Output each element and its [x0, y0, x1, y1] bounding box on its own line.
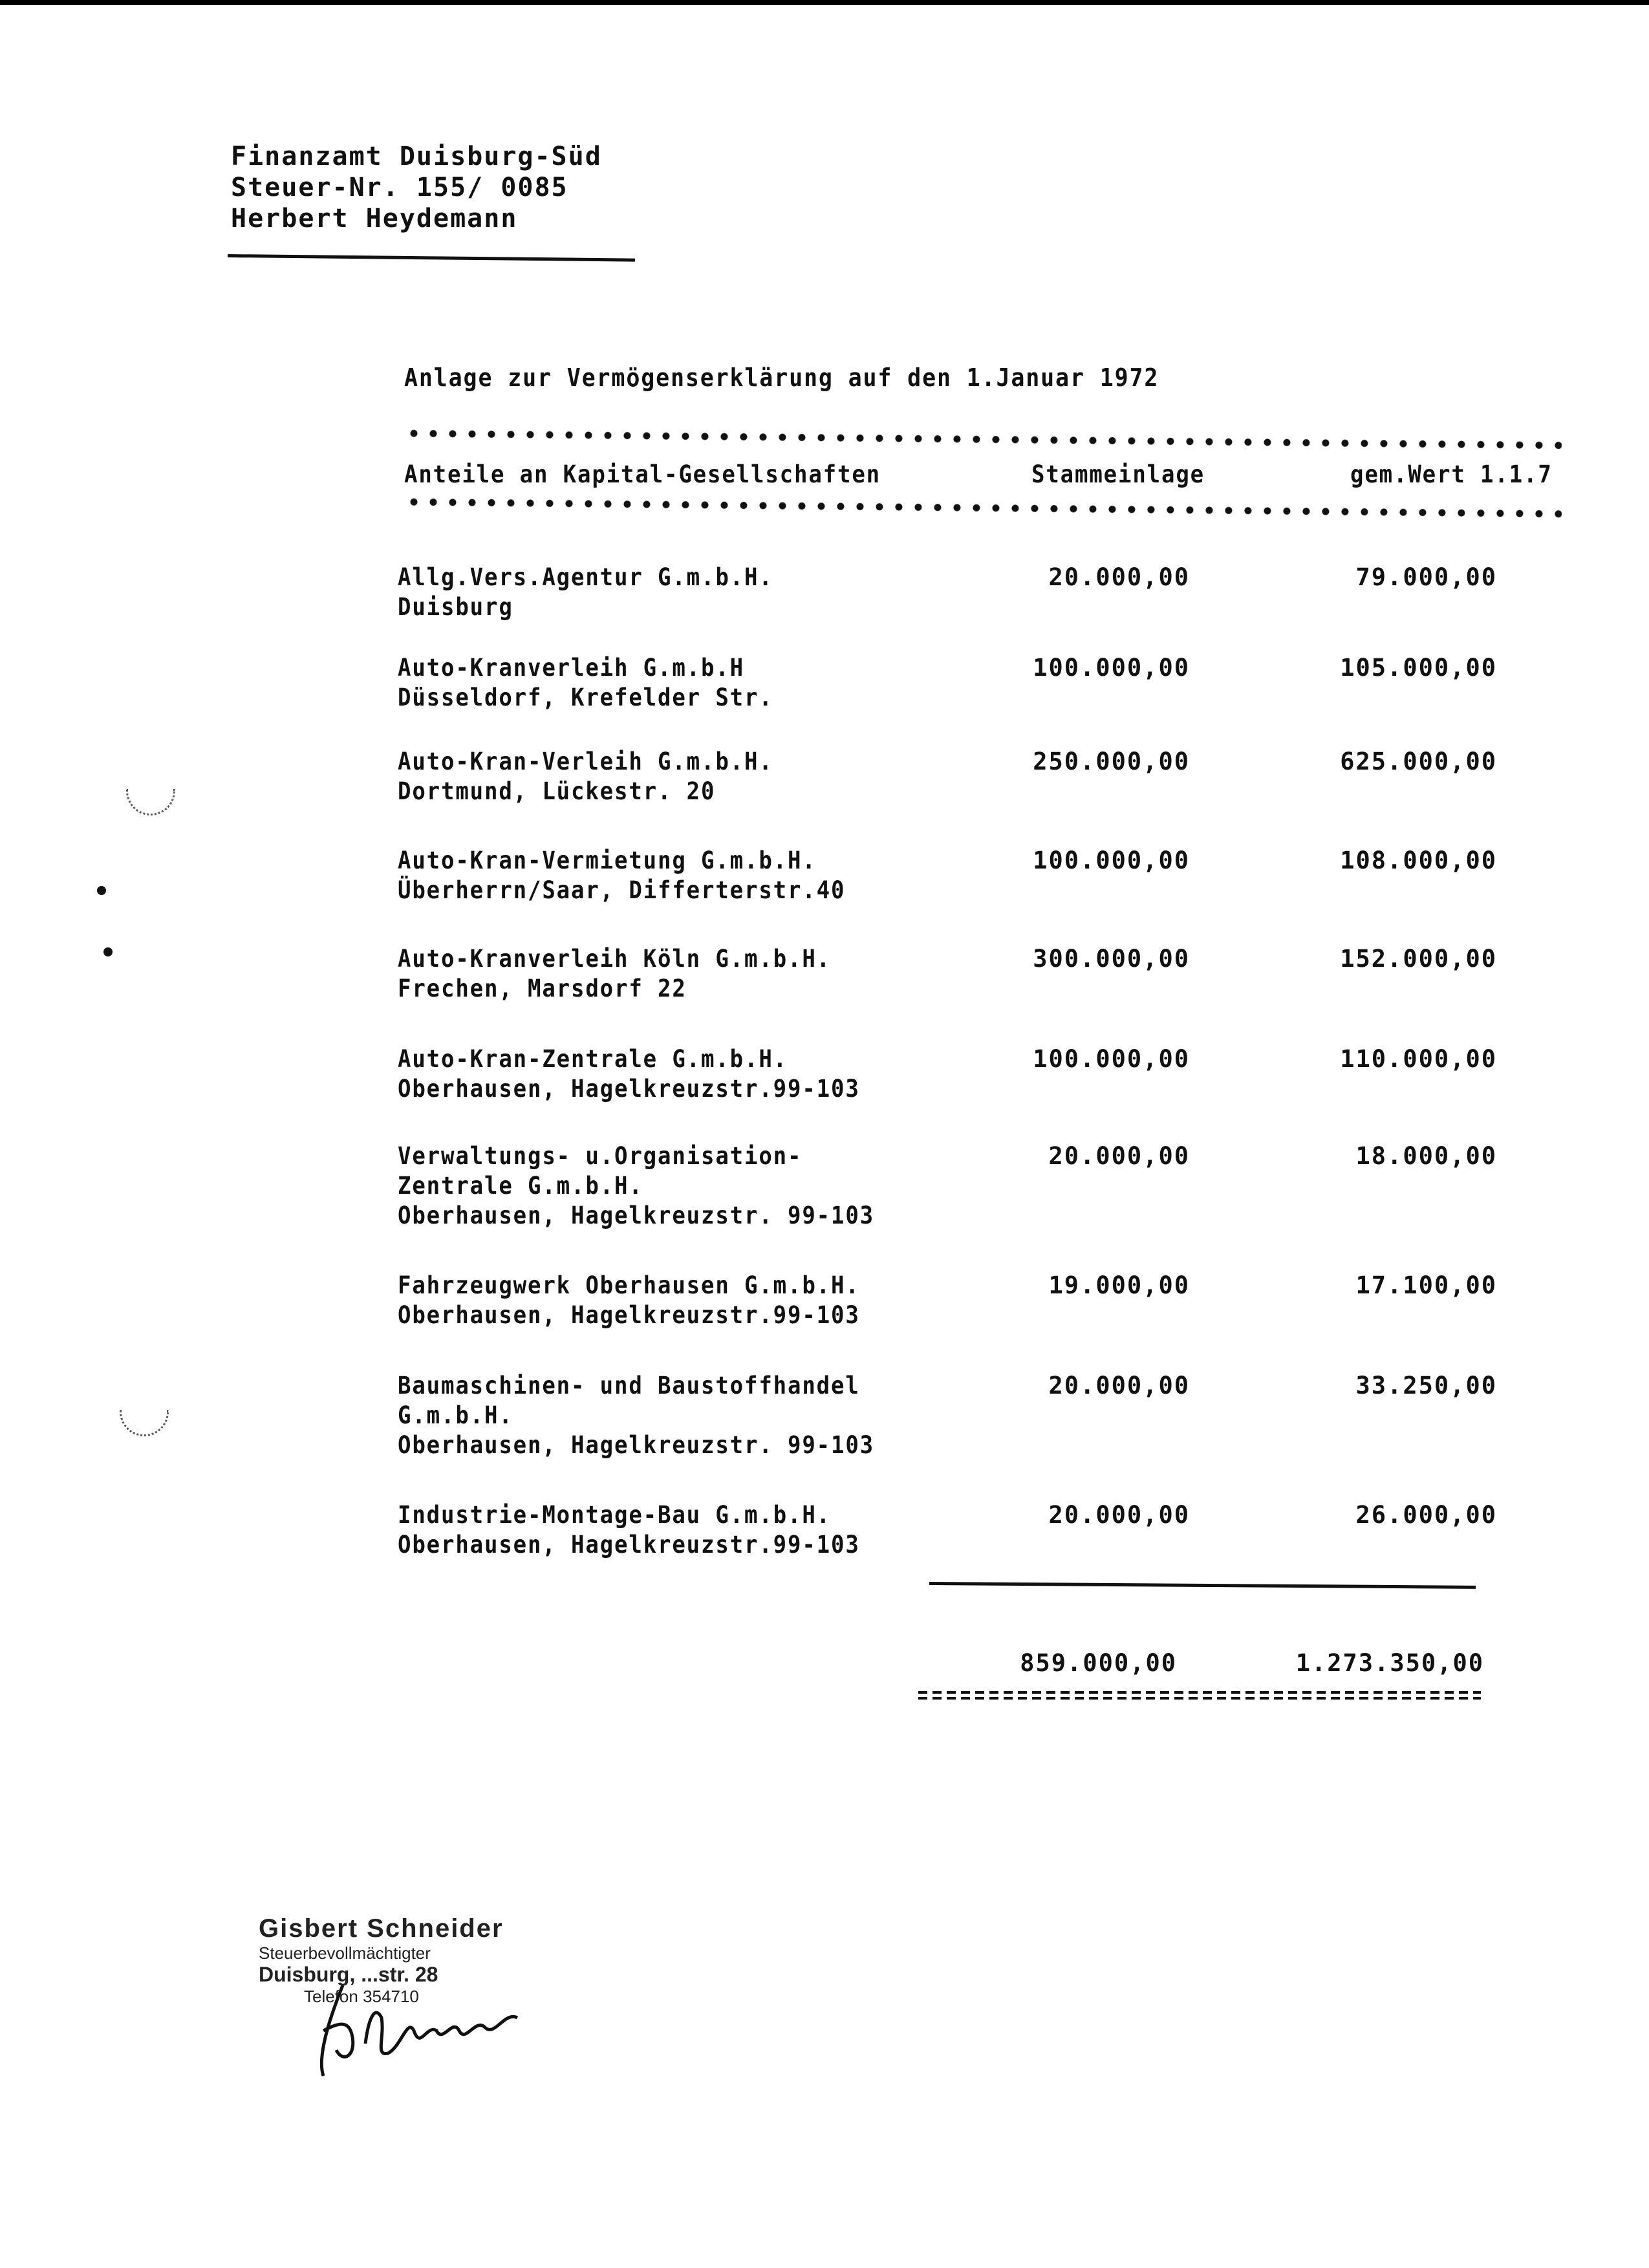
sum-rule: [929, 1582, 1476, 1589]
stamp-name: Gisbert Schneider: [259, 1914, 504, 1943]
company-name: Baumaschinen- und Baustoffhandel G.m.b.H. Oberhausen, Hagelkreuzstr. 99-103: [398, 1372, 875, 1459]
stammeinlage-value: 100.000,00: [1033, 654, 1190, 682]
dotted-rule-bottom: [404, 498, 1562, 518]
stammeinlage-value: 20.000,00: [1048, 1372, 1190, 1399]
market-value: 33.250,00: [1355, 1372, 1497, 1399]
stammeinlage-value: 19.000,00: [1048, 1271, 1190, 1299]
company-name: Verwaltungs- u.Organisation- Zentrale G.m.b.H. Oberhausen, Hagelkreuzstr. 99-103: [398, 1142, 875, 1229]
stammeinlage-value: 250.000,00: [1033, 748, 1190, 775]
stammeinlage-value: 20.000,00: [1048, 1142, 1190, 1170]
market-value: 152.000,00: [1340, 945, 1497, 973]
stamp-phone: Telefon 354710: [304, 1987, 419, 2006]
column-header-company: Anteile an Kapital-Gesellschaften: [404, 460, 881, 488]
market-value: 108.000,00: [1340, 847, 1497, 874]
stammeinlage-value: 20.000,00: [1048, 1501, 1190, 1529]
company-name: Allg.Vers.Agentur G.m.b.H. Duisburg: [398, 563, 773, 621]
punch-hole: [120, 1410, 169, 1436]
company-name: Auto-Kran-Vermietung G.m.b.H. Überherrn/Saar, Differterstr.40: [398, 847, 846, 904]
market-value: 110.000,00: [1340, 1045, 1497, 1073]
double-underline: [918, 1691, 1481, 1700]
dotted-rule-top: [404, 429, 1562, 449]
stammeinlage-value: 300.000,00: [1033, 945, 1190, 973]
company-name: Fahrzeugwerk Oberhausen G.m.b.H. Oberhausen, Hagelkreuzstr.99-103: [398, 1271, 860, 1329]
tax-number: Steuer-Nr. 155/ 0085: [231, 173, 568, 202]
scan-top-edge: [0, 0, 1649, 5]
market-value: 26.000,00: [1355, 1501, 1497, 1529]
stammeinlage-value: 100.000,00: [1033, 1045, 1190, 1073]
letterhead: [231, 141, 602, 234]
company-name: Auto-Kran-Verleih G.m.b.H. Dortmund, Lückestr. 20: [398, 748, 773, 805]
market-value: 18.000,00: [1355, 1142, 1497, 1170]
market-value: 79.000,00: [1355, 563, 1497, 591]
stammeinlage-value: 100.000,00: [1033, 847, 1190, 874]
company-name: Auto-Kranverleih G.m.b.H Düsseldorf, Krefelder Str.: [398, 654, 773, 711]
tax-office: Finanzamt Duisburg-Süd: [231, 142, 602, 171]
stamp-address: Duisburg, ...str. 28: [259, 1963, 438, 1986]
punch-hole: [126, 789, 175, 815]
market-value: 625.000,00: [1340, 748, 1497, 775]
total-value: 1.273.350,00: [1295, 1649, 1484, 1677]
company-name: Auto-Kranverleih Köln G.m.b.H. Frechen, Marsdorf 22: [398, 945, 832, 1002]
market-value: 105.000,00: [1340, 654, 1497, 682]
ink-speck: [97, 886, 106, 895]
stamp-title: Steuerbevollmächtigter: [259, 1943, 431, 1963]
company-name: Industrie-Montage-Bau G.m.b.H. Oberhausen, Hagelkreuzstr.99-103: [398, 1501, 860, 1559]
handwritten-signature: [304, 1979, 576, 2082]
total-stammeinlage: 859.000,00: [1020, 1649, 1177, 1677]
column-header-stammeinlage: Stammeinlage: [1031, 460, 1205, 488]
market-value: 17.100,00: [1355, 1271, 1497, 1299]
stammeinlage-value: 20.000,00: [1048, 563, 1190, 591]
column-header-value: gem.Wert 1.1.7: [1350, 460, 1553, 488]
company-name: Auto-Kran-Zentrale G.m.b.H. Oberhausen, Hagelkreuzstr.99-103: [398, 1045, 860, 1103]
ink-speck: [103, 947, 113, 956]
document-title: Anlage zur Vermögenserklärung auf den 1.Januar 1972: [404, 363, 1159, 392]
header-underline: [228, 254, 635, 262]
taxpayer-name: Herbert Heydemann: [231, 204, 518, 233]
